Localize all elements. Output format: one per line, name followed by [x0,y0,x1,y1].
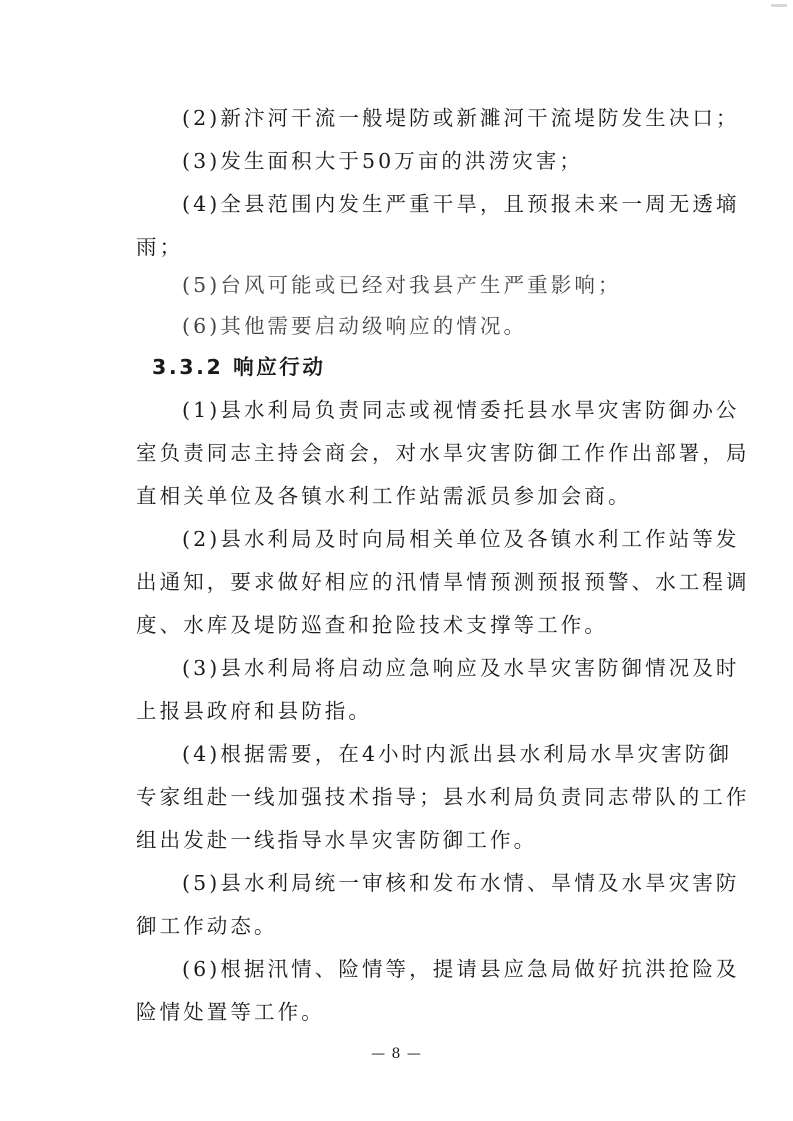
action-4-line-3: 组出发赴一线指导水旱灾害防御工作。 [136,828,538,852]
action-1-line-2: 室负责同志主持会商会，对水旱灾害防御工作作出部署，局 [136,441,750,465]
action-4-line-2: 专家组赴一线加强技术指导；县水利局负责同志带队的工作 [136,785,750,809]
action-5-line-1: (5)县水利局统一审核和发布水情、旱情及水旱灾害防 [182,871,740,895]
item-4-line-1: (4)全县范围内发生严重干旱，且预报未来一周无透墒 [182,192,740,216]
item-4-line-2: 雨； [136,235,184,259]
action-4-line-1: (4)根据需要，在4小时内派出县水利局水旱灾害防御 [182,742,733,766]
action-2-line-1: (2)县水利局及时向局相关单位及各镇水利工作站等发 [182,527,740,551]
action-2-line-2: 出通知，要求做好相应的汛情旱情预测预报预警、水工程调 [136,570,750,594]
action-6-line-2: 险情处置等工作。 [136,1000,325,1024]
item-3-line-1: (3)发生面积大于50万亩的洪涝灾害； [182,149,584,173]
action-6-line-1: (6)根据汛情、险情等，提请县应急局做好抗洪抢险及 [182,957,740,981]
action-2-line-3: 度、水库及堤防巡查和抢险技术支撑等工作。 [136,613,608,637]
item-2-line-1: (2)新汴河干流一般堤防或新濉河干流堤防发生决口； [182,106,740,130]
section-heading: 3.3.2 响应行动 [152,355,326,379]
action-3-line-1: (3)县水利局将启动应急响应及水旱灾害防御情况及时 [182,656,740,680]
item-5-line-1: (5)台风可能或已经对我县产生严重影响； [182,273,622,297]
action-5-line-2: 御工作动态。 [136,914,278,938]
scan-mark [771,4,787,7]
page-number: — 8 — [371,1046,422,1062]
action-3-line-2: 上报县政府和县防指。 [136,699,372,723]
action-1-line-1: (1)县水利局负责同志或视情委托县水旱灾害防御办公 [182,398,740,422]
item-6-line-1: (6)其他需要启动级响应的情况。 [182,314,528,338]
action-1-line-3: 直相关单位及各镇水利工作站需派员参加会商。 [136,484,632,508]
